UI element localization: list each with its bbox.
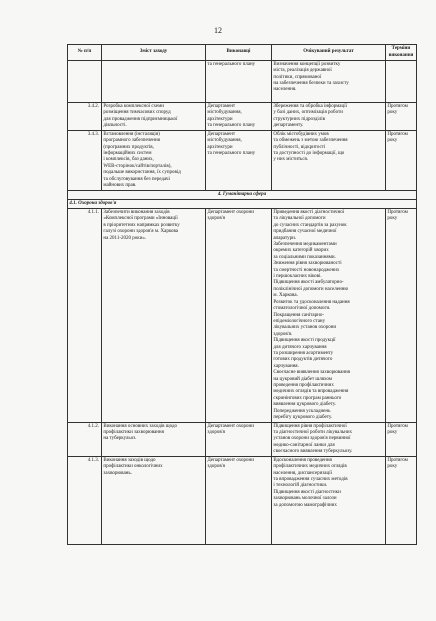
cell-line: Департамент охорони bbox=[207, 423, 254, 429]
row-num: 3.4.2. bbox=[68, 103, 102, 131]
cell-line: року bbox=[387, 216, 398, 222]
row-num: 4.1.2. bbox=[68, 423, 102, 457]
cell-line: Протягом bbox=[387, 131, 408, 137]
row-terms bbox=[386, 131, 417, 191]
header-result: Очікуваний результат bbox=[272, 45, 386, 61]
cell-line: та генерального плану bbox=[207, 123, 256, 129]
row-content bbox=[102, 61, 206, 103]
table-row bbox=[68, 209, 417, 423]
cell-line: профілактичних медичних оглядів bbox=[273, 464, 347, 470]
page-number: 12 bbox=[214, 26, 222, 35]
cell-line: здоров'я bbox=[207, 430, 225, 435]
cell-line: та діагностичної роботи лікувальних bbox=[273, 430, 353, 435]
cell-line: та впровадження сучасних методів bbox=[273, 477, 348, 483]
cell-line: та доступності до інформації, що bbox=[273, 151, 345, 156]
cell-line: стоматологічної допомоги. bbox=[273, 306, 331, 312]
cell-line: для провадження підприємницької bbox=[103, 116, 178, 122]
cell-line: розміщення тимчасових споруд bbox=[103, 110, 171, 116]
cell-line: Розвиток та удосконалення надання bbox=[273, 299, 350, 305]
table-header-row bbox=[68, 45, 417, 61]
cell-line: Департамент охорони bbox=[207, 457, 254, 463]
cell-line: WEB-сторінок/сайтів/порталів), bbox=[103, 163, 172, 169]
cell-line: проведення профілактичних bbox=[273, 382, 334, 388]
cell-line: населення. bbox=[273, 87, 297, 93]
row-result bbox=[272, 103, 386, 131]
cell-line: здоров'я bbox=[207, 216, 225, 222]
row-executors bbox=[206, 131, 272, 191]
cell-line: профілактики онкологічних bbox=[103, 464, 163, 470]
cell-line: року bbox=[387, 430, 398, 435]
cell-line: інформаційних систем bbox=[103, 151, 152, 156]
cell-line: Підвищення якості амбулаторно- bbox=[273, 280, 344, 286]
cell-line: готових продуктів дитячого bbox=[273, 357, 333, 363]
cell-line: Департамент bbox=[207, 131, 236, 137]
table-row bbox=[68, 61, 417, 103]
cell-line: своєчасного виявлення туберкульозу. bbox=[273, 449, 353, 455]
cell-line: апаратури. bbox=[273, 235, 297, 241]
cell-line: здоров'я. bbox=[273, 331, 293, 337]
cell-line: Збереження та обробка інформації bbox=[273, 103, 347, 109]
cell-line: Виконання заходів щодо bbox=[103, 457, 156, 463]
table-row bbox=[68, 103, 417, 131]
cell-line: медичних оглядів та впровадження bbox=[273, 389, 349, 395]
cell-line: до сучасних стандартів за рахунок bbox=[273, 222, 347, 228]
row-content bbox=[102, 457, 206, 545]
cell-line: епідеміологічного стану bbox=[273, 318, 326, 324]
cell-line: і комплексів, баз даних, bbox=[103, 157, 154, 163]
cell-line: м. Харкова. bbox=[273, 293, 298, 299]
cell-line: Департамент bbox=[207, 103, 236, 109]
cell-line: і першокласних вікові. bbox=[273, 274, 322, 280]
cell-line: Підвищення якості продукції bbox=[273, 338, 336, 344]
row-result bbox=[272, 131, 386, 191]
cell-line: архітектури bbox=[207, 116, 233, 122]
cell-line: Зниження рівня захворюваності bbox=[273, 261, 342, 267]
cell-line: архітектури bbox=[207, 144, 233, 150]
cell-line: Підвищення якості діагностики bbox=[273, 489, 341, 495]
header-terms: Терміни виконання bbox=[386, 45, 417, 61]
subsection-title: 4.1. Охорона здоров'я bbox=[68, 200, 417, 209]
row-result bbox=[272, 209, 386, 423]
row-content bbox=[102, 103, 206, 131]
cell-line: Протягом bbox=[387, 457, 408, 463]
cell-line: містобудування, bbox=[207, 110, 242, 116]
cell-line: галузі охорони здоров'я м. Харкова bbox=[103, 229, 179, 235]
row-terms bbox=[386, 423, 417, 457]
cell-line: населення, диспансеризації bbox=[273, 470, 332, 476]
cell-line: Протягом bbox=[387, 103, 408, 109]
cell-line: профілактики захворювання bbox=[103, 430, 164, 435]
row-result bbox=[272, 423, 386, 457]
cell-line: Облік містобудівних умов bbox=[273, 131, 329, 137]
cell-line: виявлення цукрового діабету. bbox=[273, 402, 336, 408]
row-executors bbox=[206, 61, 272, 103]
header-num: № п/п bbox=[68, 45, 102, 61]
cell-line: та лікувальної допомоги bbox=[273, 216, 326, 222]
cell-line: Забезпечити виконання заходів bbox=[103, 210, 170, 215]
table-row bbox=[68, 457, 417, 545]
cell-line: року bbox=[387, 464, 398, 470]
cell-line: Протягом bbox=[387, 423, 408, 429]
cell-line: окремих категорій хворих bbox=[273, 248, 329, 254]
row-result bbox=[272, 457, 386, 545]
cell-line: та обмежень з метою забезпечення bbox=[273, 138, 348, 144]
cell-line: установ охорони здоров'я первинної bbox=[273, 436, 351, 442]
row-content bbox=[102, 131, 206, 191]
cell-line: Визначення концепції розвитку bbox=[273, 61, 341, 67]
row-executors bbox=[206, 209, 272, 423]
subsection-heading-row bbox=[68, 200, 417, 209]
cell-line: поліклінічної допомоги населенню bbox=[273, 286, 349, 292]
cell-line: та розширення асортименту bbox=[273, 350, 334, 356]
cell-line: захворювань молочної залози bbox=[273, 496, 337, 502]
row-terms bbox=[386, 457, 417, 545]
row-executors bbox=[206, 103, 272, 131]
cell-line: та генерального плану bbox=[207, 151, 256, 156]
row-executors bbox=[206, 423, 272, 457]
cell-line: і технологій діагностики. bbox=[273, 483, 328, 489]
cell-line: Протягом bbox=[387, 210, 408, 215]
row-num: 4.1.1. bbox=[68, 209, 102, 423]
row-terms bbox=[386, 103, 417, 131]
row-num: 3.4.3. bbox=[68, 131, 102, 191]
row-num: 4.1.3. bbox=[68, 457, 102, 545]
cell-line: Розробка комплексної схеми bbox=[103, 103, 164, 109]
cell-line: структурних підрозділів bbox=[273, 116, 326, 122]
cell-line: програмного забезпечення bbox=[103, 138, 160, 144]
cell-line: в пріоритетних напрямках розвитку bbox=[103, 222, 180, 228]
row-executors bbox=[206, 457, 272, 545]
cell-line: на забезпечення безпеки та захисту bbox=[273, 81, 349, 86]
cell-line: Покращення санітарно- bbox=[273, 312, 324, 318]
cell-line: перебігу цукрового діабету. bbox=[273, 415, 333, 420]
cell-line: у базі даних, оптимізація роботи bbox=[273, 110, 343, 116]
cell-line: подальше використання, їх супровід bbox=[103, 170, 181, 176]
cell-line: для дитячого харчування bbox=[273, 344, 327, 350]
cell-line: Встановлення (інсталяція) bbox=[103, 131, 160, 137]
cell-line: містобудування, bbox=[207, 138, 242, 144]
table-row bbox=[68, 423, 417, 457]
cell-line: лікувальних установ охорони bbox=[273, 325, 337, 331]
cell-line: та обслуговування без передачі bbox=[103, 176, 170, 182]
cell-line: «Комплексної програми «Інновації bbox=[103, 216, 178, 222]
cell-line: скринінгових програм раннього bbox=[273, 395, 342, 401]
cell-line: на 2011-2020 роки». bbox=[103, 235, 147, 241]
cell-line: публічності, відкритості bbox=[273, 144, 326, 150]
cell-line: Департамент охорони bbox=[207, 210, 254, 215]
cell-line: на туберкульоз. bbox=[103, 436, 137, 442]
row-result bbox=[272, 61, 386, 103]
cell-line: майнових прав. bbox=[103, 183, 137, 189]
cell-line: та генерального плану bbox=[207, 61, 256, 67]
row-num bbox=[68, 61, 102, 103]
cell-line: політики, спрямованої bbox=[273, 74, 322, 80]
cell-line: Своєчасне виявлення захворювання bbox=[273, 370, 350, 376]
cell-line: міста, реалізація державної bbox=[273, 68, 332, 74]
header-executors: Виконавці bbox=[206, 45, 272, 61]
cell-line: харчування. bbox=[273, 363, 299, 369]
cell-line: Підвищення рівня профілактичної bbox=[273, 423, 347, 429]
table-row bbox=[68, 131, 417, 191]
cell-line: Попередження ускладнень bbox=[273, 408, 331, 414]
row-terms bbox=[386, 61, 417, 103]
cell-line: придбання сучасної медичної bbox=[273, 229, 337, 235]
cell-line: Виконання основних заходів щодо bbox=[103, 423, 178, 429]
row-terms bbox=[386, 209, 417, 423]
cell-line: у них міститься. bbox=[273, 157, 309, 163]
cell-line: за соціальними показаннями. bbox=[273, 254, 336, 260]
cell-line: медико-санітарної ланки для bbox=[273, 442, 335, 448]
cell-line: на цукровий діабет шляхом bbox=[273, 376, 332, 382]
cell-line: року bbox=[387, 138, 398, 144]
cell-line: (програмних продуктів, bbox=[103, 144, 154, 150]
section-heading-row bbox=[68, 191, 417, 200]
cell-line: діяльності. bbox=[103, 123, 127, 129]
section-title: 4. Гуманітарна сфера bbox=[68, 191, 417, 200]
cell-line: департаменту. bbox=[273, 123, 304, 129]
header-content: Зміст заходу bbox=[102, 45, 206, 61]
cell-line: захворювань. bbox=[103, 470, 132, 476]
row-content bbox=[102, 209, 206, 423]
cell-line: року bbox=[387, 110, 398, 116]
measures-table bbox=[67, 44, 417, 545]
cell-line: за допомогою мамографічних bbox=[273, 502, 337, 508]
cell-line: здоров'я bbox=[207, 464, 225, 470]
cell-line: та смертності новонароджених bbox=[273, 267, 340, 273]
cell-line: Забезпечення медикаментами bbox=[273, 242, 337, 248]
cell-line: Приведення якості діагностичної bbox=[273, 210, 345, 215]
cell-line: Вдосконалення проведення bbox=[273, 457, 332, 463]
row-content bbox=[102, 423, 206, 457]
